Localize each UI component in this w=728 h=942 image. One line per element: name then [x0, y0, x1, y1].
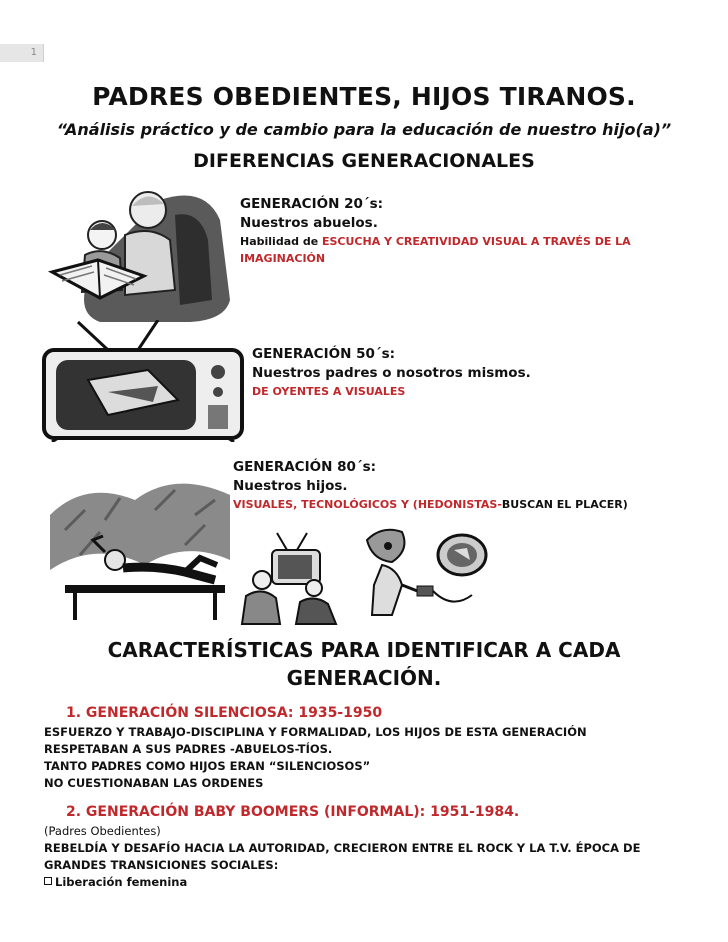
generation-80s-name: GENERACIÓN 80´s:: [233, 459, 377, 475]
generation-20s-trait: ESCUCHA Y CREATIVIDAD VISUAL A TRAVÉS DE LA IMAGINACIÓN: [240, 235, 631, 265]
bullet-list-item: [44, 874, 684, 891]
square-bullet-icon: [44, 877, 52, 885]
generation-50s-block: [252, 345, 682, 400]
generation-50s-name: GENERACIÓN 50´s:: [252, 346, 396, 362]
silent-generation-line: TANTO PADRES COMO HIJOS ERAN “SILENCIOSOS”: [44, 759, 371, 773]
characteristics-title-line2: GENERACIÓN.: [286, 666, 442, 690]
generation-20s-name: GENERACIÓN 20´s:: [240, 196, 384, 212]
bullet-text: Liberación femenina: [55, 875, 188, 889]
grandfather-reading-illustration: [40, 180, 235, 328]
baby-boomers-line: REBELDÍA Y DESAFÍO HACIA LA AUTORIDAD, CRECIERON ENTRE EL ROCK Y LA T.V. ÉPOCA DE: [44, 841, 641, 855]
baby-boomers-note: (Padres Obedientes): [44, 824, 161, 838]
section-heading-generational-differences: DIFERENCIAS GENERACIONALES: [193, 150, 535, 172]
generation-20s-block: [240, 195, 680, 267]
generation-80s-trait-suffix: BUSCAN EL PLACER): [501, 498, 628, 511]
page-number-tab: 1: [0, 44, 44, 62]
television-illustration: [38, 320, 248, 442]
baby-boomers-body: [44, 823, 684, 891]
baby-boomers-line: GRANDES TRANSICIONES SOCIALES:: [44, 858, 279, 872]
silent-generation-body: [44, 724, 684, 792]
lounging-person-illustration: [45, 470, 235, 630]
generation-50s-who: Nuestros padres o nosotros mismos.: [252, 365, 531, 381]
silent-generation-line: ESFUERZO Y TRABAJO-DISCIPLINA Y FORMALIDAD, LOS HIJOS DE ESTA GENERACIÓN: [44, 725, 587, 739]
generation-50s-trait: DE OYENTES A VISUALES: [252, 385, 406, 398]
silent-generation-line: NO CUESTIONABAN LAS ORDENES: [44, 776, 264, 790]
generation-20s-who: Nuestros abuelos.: [240, 215, 378, 231]
generation-20s-trait-line: [240, 233, 680, 267]
characteristics-title: [0, 636, 728, 692]
silent-generation-line: RESPETABAN A SUS PADRES -ABUELOS-TÍOS.: [44, 742, 333, 756]
document-subtitle: “Análisis práctico y de cambio para la educación de nuestro hijo(a)”: [56, 120, 672, 139]
characteristics-title-line1: CARACTERÍSTICAS PARA IDENTIFICAR A CADA: [107, 638, 621, 662]
baby-boomers-heading: 2. GENERACIÓN BABY BOOMERS (INFORMAL): 1951-1984.: [66, 804, 520, 820]
kid-playing-videogame-illustration: [362, 520, 492, 626]
generation-20s-trait-prefix: Habilidad de: [240, 235, 322, 248]
generation-80s-who: Nuestros hijos.: [233, 478, 348, 494]
document-title: PADRES OBEDIENTES, HIJOS TIRANOS.: [92, 82, 636, 111]
generation-80s-block: [233, 458, 693, 513]
kids-watching-tv-illustration: [232, 528, 352, 626]
generation-80s-trait-line: [233, 496, 693, 513]
generation-80s-trait: VISUALES, TECNOLÓGICOS Y (HEDONISTAS-: [233, 498, 502, 511]
silent-generation-heading: 1. GENERACIÓN SILENCIOSA: 1935-1950: [66, 705, 383, 721]
